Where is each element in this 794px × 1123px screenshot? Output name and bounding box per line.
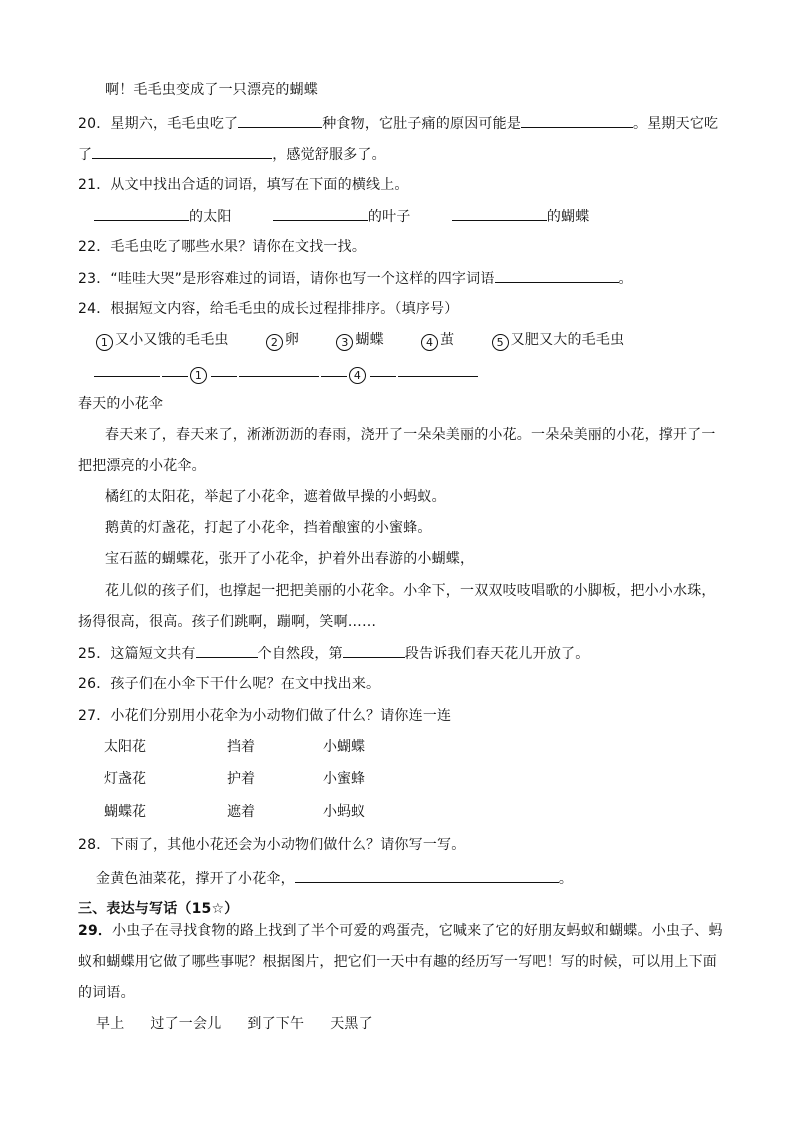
- question-23: [78, 268, 633, 289]
- passage-p5a: 花儿似的孩子们，也撑起一把把美丽的小花伞。小伞下，一双双吱吱唱歌的小脚板，把小小水珠，: [105, 583, 716, 599]
- q23-end: 。: [618, 271, 633, 287]
- q23-text: 23．“哇哇大哭”是形容难过的词语，请你也写一个这样的四字词语: [78, 271, 495, 287]
- q29-word-1: 早上: [96, 1016, 125, 1032]
- q21-word-2: 的叶子: [367, 209, 411, 225]
- q27-flower-2[interactable]: 灯盏花: [104, 771, 146, 787]
- question-24-sequence: [94, 362, 478, 384]
- q24-option-1: [96, 332, 229, 348]
- q27-animal-3[interactable]: 小蚂蚁: [323, 804, 365, 820]
- q27-action-2[interactable]: 护着: [227, 771, 255, 787]
- passage-end-line: 啊！毛毛虫变成了一只漂亮的蝴蝶: [105, 82, 318, 98]
- circled-number-icon: 4: [421, 334, 438, 351]
- q25-blank-1[interactable]: [196, 643, 258, 658]
- q21-word-1: 的太阳: [189, 209, 232, 225]
- q29-text-a: 小虫子在寻找食物的路上找到了半个可爱的鸡蛋壳，它喊来了它的好朋友蚂蚁和蝴蝶。小虫子、蚂: [112, 923, 723, 939]
- q24-option-2: [266, 332, 299, 348]
- q27-action-1[interactable]: 挡着: [227, 739, 255, 755]
- circled-number-icon: 1: [96, 334, 113, 351]
- question-21: 21．从文中找出合适的词语，填写在下面的横线上。: [78, 177, 409, 193]
- q29-word-4: 天黑了: [330, 1016, 373, 1032]
- q27-animal-1[interactable]: 小蝴蝶: [323, 739, 365, 755]
- q29-word-3: 到了下午: [247, 1016, 305, 1032]
- question-20-line2: [78, 144, 386, 165]
- q25-text-a: 25．这篇短文共有: [78, 646, 196, 662]
- q20-blank-2[interactable]: [521, 113, 633, 128]
- circled-number-icon: 2: [266, 334, 283, 351]
- question-28: 28．下雨了，其他小花还会为小动物们做什么？请你写一写。: [78, 837, 466, 853]
- q21-blank-1[interactable]: [94, 206, 189, 221]
- q27-animal-2[interactable]: 小蜜蜂: [323, 771, 365, 787]
- q21-word-3: 的蝴蝶: [546, 209, 590, 225]
- question-29-line1: [78, 921, 723, 941]
- q24-seq-circled-4: 4: [349, 367, 366, 384]
- q20-text-c: 。星期天它吃: [633, 116, 719, 132]
- q27-flower-1[interactable]: 太阳花: [104, 739, 146, 755]
- question-22: 22．毛毛虫吃了哪些水果？请你在文找一找。: [78, 239, 367, 255]
- passage-p2: 橘红的太阳花，举起了小花伞，遮着做早操的小蚂蚁。: [105, 489, 446, 505]
- q20-text-a: 20．星期六，毛毛虫吃了: [78, 116, 239, 132]
- q20-blank-3[interactable]: [92, 144, 272, 159]
- q28-end: 。: [558, 871, 574, 887]
- question-29-line2: 蚁和蝴蝶用它做了哪些事呢？根据图片，把它们一天中有趣的经历写一写吧！写的时候，可以用上下面: [78, 954, 717, 970]
- dash-connector: [370, 366, 396, 377]
- q29-number: 29．: [78, 923, 113, 939]
- q28-text: 金黄色油菜花，撑开了小花伞，: [96, 871, 295, 887]
- q24-option-3-text: 蝴蝶: [355, 332, 384, 348]
- question-29-words: [96, 1014, 373, 1034]
- question-21-blanks: [94, 206, 589, 227]
- q24-option-2-text: 卵: [284, 332, 300, 348]
- q29-word-2: 过了一会儿: [150, 1016, 222, 1032]
- q20-text-e: ，感觉舒服多了。: [272, 147, 386, 163]
- q23-blank[interactable]: [495, 268, 619, 283]
- q25-text-b: 个自然段，第: [257, 646, 343, 662]
- circled-number-icon: 5: [492, 334, 509, 351]
- q24-option-5-text: 又肥又大的毛毛虫: [510, 332, 625, 348]
- q24-option-4: [421, 332, 454, 348]
- q21-blank-2[interactable]: [273, 206, 368, 221]
- q28-blank[interactable]: [295, 868, 559, 883]
- q24-seq-circled-1: 1: [190, 367, 207, 384]
- passage-p1b: 把把漂亮的小花伞。: [78, 458, 206, 474]
- passage-p3: 鹅黄的灯盏花，打起了小花伞，挡着酿蜜的小蜜蜂。: [105, 520, 432, 536]
- q24-option-5: [492, 332, 625, 348]
- dash-connector: [211, 366, 237, 377]
- circled-number-icon: 3: [336, 334, 353, 351]
- q20-text-b: 种食物，它肚子痛的原因可能是: [322, 116, 522, 132]
- dash-connector: [321, 366, 347, 377]
- q20-text-d: 了: [78, 147, 93, 163]
- q24-blank-1[interactable]: [94, 362, 160, 377]
- q21-blank-3[interactable]: [452, 206, 547, 221]
- q27-flower-3[interactable]: 蝴蝶花: [104, 804, 146, 820]
- passage-p1a: 春天来了，春天来了，淅淅沥沥的春雨，浇开了一朵朵美丽的小花。一朵朵美丽的小花，撑开了一: [105, 427, 716, 443]
- q25-text-c: 段告诉我们春天花儿开放了。: [404, 646, 590, 662]
- section-3-heading: 三、表达与写话（15☆）: [78, 901, 239, 917]
- question-20-line1: [78, 113, 718, 134]
- passage-title: 春天的小花伞: [78, 396, 164, 412]
- question-29-line3: 的词语。: [78, 985, 135, 1001]
- q24-option-4-text: 茧: [440, 332, 455, 348]
- question-25: [78, 643, 589, 664]
- passage-p5b: 扬得很高，很高。孩子们跳啊，蹦啊，笑啊……: [78, 614, 377, 630]
- dash-connector: [162, 366, 188, 377]
- question-27: 27．小花们分别用小花伞为小动物们做了什么？请你连一连: [78, 708, 452, 724]
- question-28-answer: [96, 868, 573, 889]
- passage-p4: 宝石蓝的蝴蝶花，张开了小花伞，护着外出春游的小蝴蝶，: [105, 551, 475, 567]
- q24-blank-2[interactable]: [239, 362, 319, 377]
- q24-option-3: [336, 332, 383, 348]
- q27-action-3[interactable]: 遮着: [227, 804, 255, 820]
- q24-blank-3[interactable]: [398, 362, 478, 377]
- question-24: 24．根据短文内容，给毛毛虫的成长过程排排序。（填序号）: [78, 301, 459, 317]
- q20-blank-1[interactable]: [238, 113, 322, 128]
- q24-option-1-text: 又小又饿的毛毛虫: [115, 332, 229, 348]
- question-24-options: [96, 330, 624, 351]
- question-26: 26．孩子们在小伞下干什么呢？在文中找出来。: [78, 676, 381, 692]
- q25-blank-2[interactable]: [343, 643, 405, 658]
